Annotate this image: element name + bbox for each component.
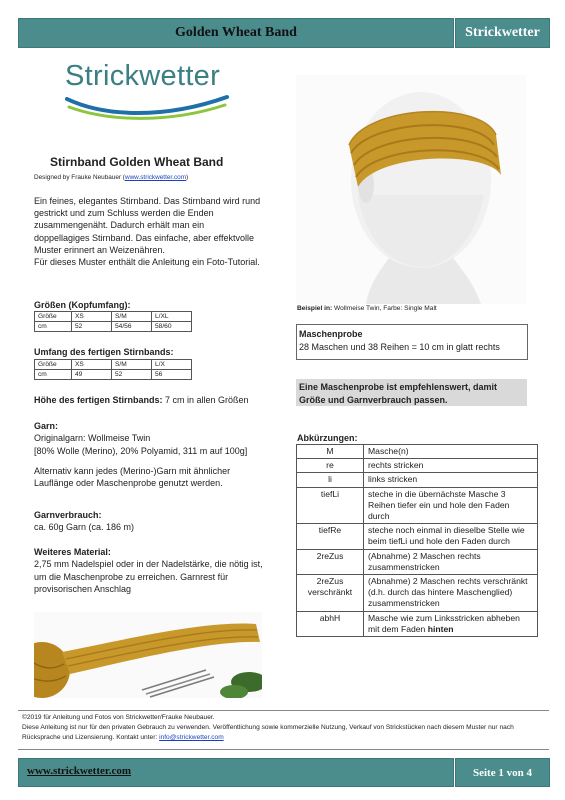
abbr-key: 2reZus xyxy=(297,549,364,574)
gauge-title: Maschenprobe xyxy=(299,329,363,339)
table-row xyxy=(297,473,538,487)
table-row xyxy=(297,445,538,459)
page-number-bar xyxy=(455,758,550,787)
material-section xyxy=(34,546,264,595)
designed-by-suffix: ) xyxy=(186,174,189,181)
material-heading: Weiteres Material: xyxy=(34,547,111,557)
abbr-value: steche noch einmal in dieselbe Stelle wie beim tiefLi und hole den Faden durch xyxy=(364,524,538,549)
abbr-value: steche in die übernächste Masche 3 Reihen tiefer ein und hole den Faden durch xyxy=(364,487,538,524)
table-row xyxy=(297,524,538,549)
footer-website-bar xyxy=(18,758,454,787)
table-row xyxy=(35,312,192,322)
photo-caption xyxy=(297,305,437,312)
header-title: Golden Wheat Band xyxy=(175,25,297,40)
table-cell: 54/56 xyxy=(112,322,152,332)
designed-by xyxy=(34,174,188,181)
table-row xyxy=(297,549,538,574)
table-row xyxy=(297,487,538,524)
table-row xyxy=(297,575,538,612)
abbr-value: Masche(n) xyxy=(364,445,538,459)
yarn-line-1: Originalgarn: Wollmeise Twin xyxy=(34,433,151,444)
designed-by-text: Designed by Frauke Neubauer ( xyxy=(34,174,125,181)
license-line: Diese Anleitung ist nur für den privaten Gebrauch zu verwenden. Veröffentlichung sowie kommerzielle Nutzung, Verkauf von Strickstücken nach diesem Muster nur nach Rücksprache und Lizensierung. Kontakt unter: xyxy=(22,724,514,741)
headband-photo xyxy=(296,75,526,304)
table-cell: 58/60 xyxy=(152,322,192,332)
table-row xyxy=(35,360,192,370)
designer-website-link[interactable]: www.strickwetter.com xyxy=(124,174,187,181)
table-cell: cm xyxy=(35,370,72,380)
copyright-notice xyxy=(22,713,547,743)
usage-section xyxy=(34,509,134,534)
intro-text xyxy=(34,195,262,268)
finished-height xyxy=(34,394,249,406)
abbr-value xyxy=(364,611,538,636)
gauge-note-box xyxy=(296,379,527,406)
abbr-value: (Abnahme) 2 Maschen rechts verschränkt (d.h. durch das hintere Maschenglied) zusammenstricken xyxy=(364,575,538,612)
table-cell: Größe xyxy=(35,312,72,322)
pattern-title: Stirnband Golden Wheat Band xyxy=(50,155,224,169)
abbr-key: abhH xyxy=(297,611,364,636)
abbr-value: (Abnahme) 2 Maschen rechts zusammenstricken xyxy=(364,549,538,574)
yarn-alternative: Alternativ kann jedes (Merino-)Garn mit ähnlicher Lauflänge oder Maschenprobe genutzt werden. xyxy=(34,465,231,489)
sizes-heading: Größen (Kopfumfang): xyxy=(34,300,131,310)
table-row xyxy=(297,611,538,636)
finished-heading: Umfang des fertigen Stirnbands: xyxy=(34,347,174,357)
flat-headband-image xyxy=(34,612,262,698)
header-brand: Strickwetter xyxy=(465,25,540,40)
strickwetter-logo xyxy=(65,60,230,130)
table-cell: XS xyxy=(72,312,112,322)
table-row xyxy=(35,322,192,332)
table-cell: S/M xyxy=(112,312,152,322)
yarn-heading: Garn: xyxy=(34,421,59,431)
contact-email-link[interactable]: info@strickwetter.com xyxy=(159,734,224,741)
yarn-section xyxy=(34,420,266,489)
abbr-key: M xyxy=(297,445,364,459)
intro-tutorial-note: Für dieses Muster enthält die Anleitung ein Foto-Tutorial. xyxy=(34,257,260,268)
caption-label: Beispiel in: xyxy=(297,305,333,312)
copyright-line: ©2019 für Anleitung und Fotos von Strickwetter/Frauke Neubauer. xyxy=(22,714,215,721)
logo-text: Strickwetter xyxy=(65,60,221,92)
usage-value: ca. 60g Garn (ca. 186 m) xyxy=(34,522,135,533)
finished-height-value: 7 cm in allen Größen xyxy=(162,395,249,405)
abbr-key: tiefLi xyxy=(297,487,364,524)
license-text xyxy=(22,723,547,743)
abbreviations-table xyxy=(296,444,538,637)
header-brand-bar xyxy=(455,18,550,48)
table-cell: L/X xyxy=(152,360,192,370)
table-row xyxy=(297,459,538,473)
header-title-bar xyxy=(18,18,454,48)
table-cell: 52 xyxy=(112,370,152,380)
abbr-value: rechts stricken xyxy=(364,459,538,473)
website-link[interactable]: www.strickwetter.com xyxy=(27,765,132,777)
abbr-value-bold: hinten xyxy=(427,623,454,634)
abbreviations-heading: Abkürzungen: xyxy=(297,433,358,443)
finished-table xyxy=(34,359,192,380)
logo-swoosh-icon xyxy=(65,89,230,124)
mannequin-headband-image xyxy=(296,75,526,304)
gauge-box xyxy=(296,324,528,360)
abbr-value-text: Masche wie zum Linksstricken abheben mit dem Faden xyxy=(368,612,520,634)
material-text: 2,75 mm Nadelspiel oder in der Nadelstärke, die nötig ist, um die Maschenprobe zu erreichen. Garnrest für provisorischen Anschlag xyxy=(34,559,263,594)
gauge-note: Eine Maschenprobe ist empfehlenswert, damit Größe und Garnverbrauch passen. xyxy=(299,382,498,405)
table-cell: XS xyxy=(72,360,112,370)
table-cell: 56 xyxy=(152,370,192,380)
usage-heading: Garnverbrauch: xyxy=(34,510,102,520)
gauge-text: 28 Maschen und 38 Reihen = 10 cm in glatt rechts xyxy=(299,342,500,352)
table-cell: 49 xyxy=(72,370,112,380)
table-cell: S/M xyxy=(112,360,152,370)
intro-paragraph: Ein feines, elegantes Stirnband. Das Stirnband wird rund gestrickt und zum Schluss werden die Enden zusammengenäht. Dadurch erhält man ein doppellagiges Stirnband. Das einfache, aber effektvolle Muster erinnert an Weizenähren. xyxy=(34,196,261,255)
table-row xyxy=(35,370,192,380)
abbr-key: tiefRe xyxy=(297,524,364,549)
abbr-value: links stricken xyxy=(364,473,538,487)
flat-headband-photo xyxy=(34,612,262,698)
table-cell: 52 xyxy=(72,322,112,332)
table-cell: cm xyxy=(35,322,72,332)
table-cell: Größe xyxy=(35,360,72,370)
abbr-key: 2reZus verschränkt xyxy=(297,575,364,612)
abbr-key: re xyxy=(297,459,364,473)
caption-text: Wollmeise Twin, Farbe: Single Malt xyxy=(332,305,437,312)
abbr-key: li xyxy=(297,473,364,487)
sizes-table xyxy=(34,311,192,332)
yarn-line-2: [80% Wolle (Merino), 20% Polyamid, 311 m auf 100g] xyxy=(34,445,248,456)
page-number: Seite 1 von 4 xyxy=(473,766,532,779)
finished-height-label: Höhe des fertigen Stirnbands: xyxy=(34,395,163,405)
table-cell: L/XL xyxy=(152,312,192,322)
